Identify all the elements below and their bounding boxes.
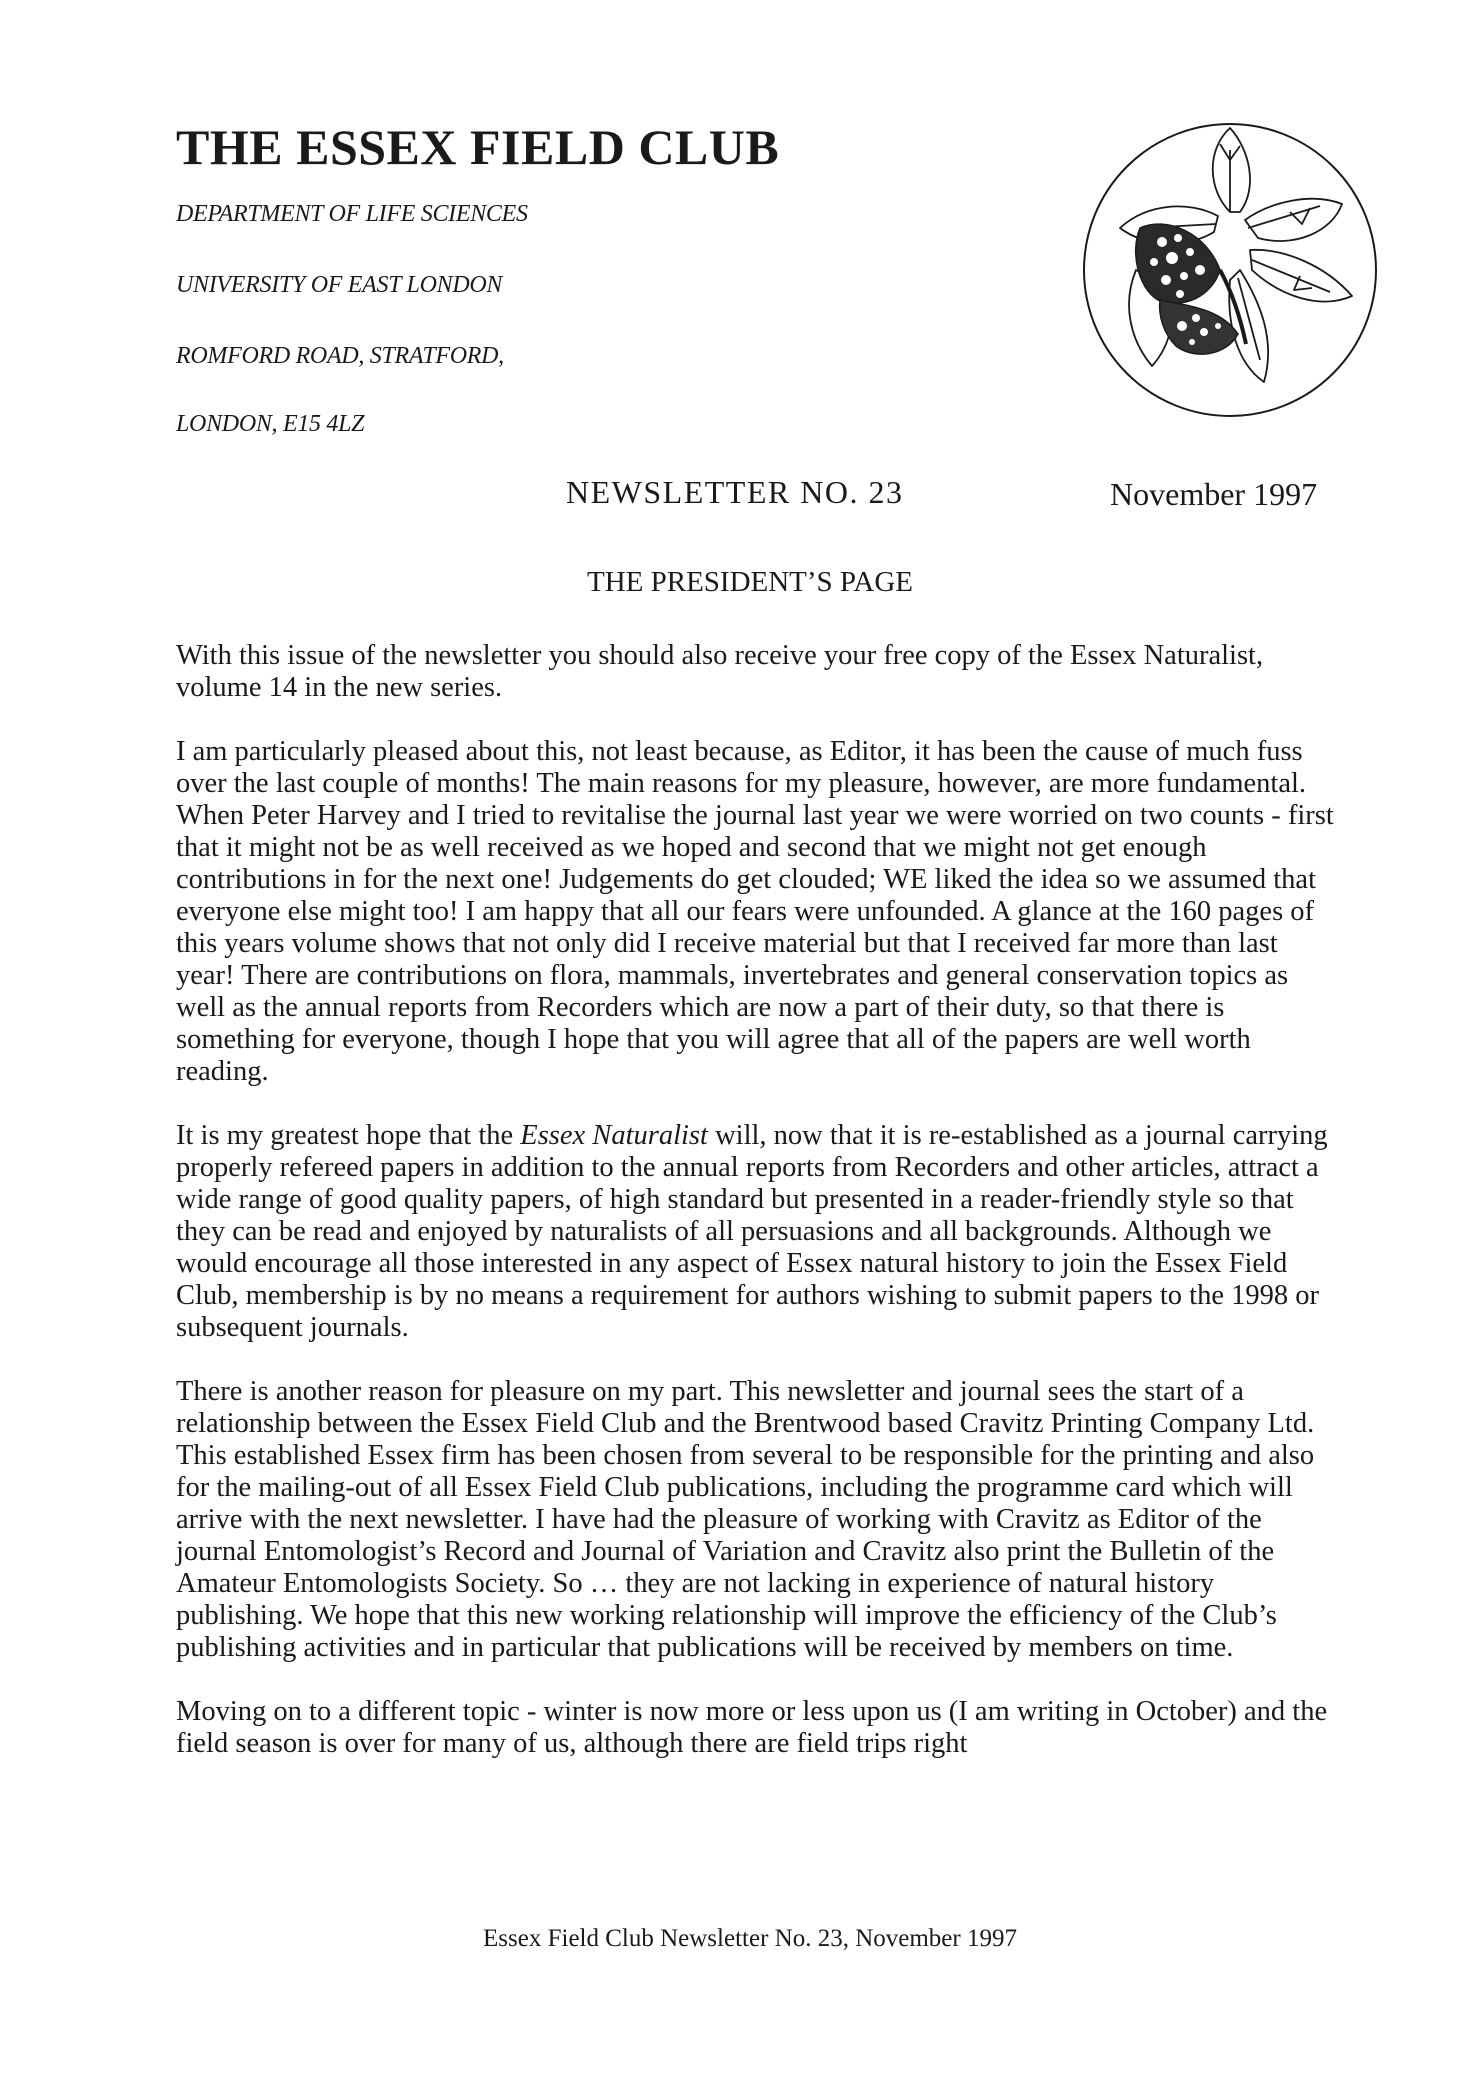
paragraph-3-lead: It is my greatest hope that the	[176, 1120, 521, 1151]
page-footer: Essex Field Club Newsletter No. 23, November 1997	[483, 1925, 1017, 1952]
club-title: THE ESSEX FIELD CLUB	[176, 119, 780, 175]
butterfly-on-leaf-icon	[1080, 120, 1380, 420]
article-body	[176, 640, 1336, 1792]
address-line-postcode: LONDON, E15 4LZ	[176, 411, 365, 437]
paragraph-3-rest: will, now that it is re-established as a journal carrying properly refereed papers in addition to the annual reports from Recorders and other articles, attract a wide range of good quality papers, of high standard but presented in a reader-friendly style so that they can be read and enjoyed by naturalists of all persuasions and all backgrounds. Although we would encourage all those interested in any aspect of Essex natural history to join the Essex Field Club, membership is by no means a requirement for authors wishing to submit papers to the 1998 or subsequent journals.	[176, 1120, 1328, 1343]
paragraph-4: There is another reason for pleasure on my part. This newsletter and journal sees the start of a relationship between the Essex Field Club and the Brentwood based Cravitz Printing Company Ltd. This established Essex firm has been chosen from several to be responsible for the printing and also for the mailing-out of all Essex Field Club publications, including the programme card which will arrive with the next newsletter. I have had the pleasure of working with Cravitz as Editor of the journal Entomologist’s Record and Journal of Variation and Cravitz also print the Bulletin of the Amateur Entomologists Society. So … they are not lacking in experience of natural history publishing. We hope that this new working relationship will improve the efficiency of the Club’s publishing activities and in particular that publications will be received by members on time.	[176, 1376, 1315, 1663]
address-line-road: ROMFORD ROAD, STRATFORD,	[176, 343, 504, 369]
newsletter-number: NEWSLETTER NO. 23	[566, 474, 904, 510]
journal-title-italic: Essex Naturalist	[520, 1120, 708, 1151]
paragraph-5: Moving on to a different topic - winter is now more or less upon us (I am writing in October) and the field season is over for many of us, although there are field trips right	[176, 1696, 1328, 1759]
section-heading: THE PRESIDENT’S PAGE	[586, 566, 913, 598]
newsletter-date: November 1997	[1110, 476, 1318, 512]
address-line-department: DEPARTMENT OF LIFE SCIENCES	[176, 201, 528, 227]
paragraph-3	[176, 1120, 1336, 1344]
paragraph-2: I am particularly pleased about this, not least because, as Editor, it has been the cause of much fuss over the last couple of months! The main reasons for my pleasure, however, are more fundamental. When Peter Harvey and I tried to revitalise the journal last year we were worried on two counts - first that it might not be as well received as we hoped and second that we might not get enough contributions in for the next one! Judgements do get clouded; WE liked the idea so we assumed that everyone else might too! I am happy that all our fears were unfounded. A glance at the 160 pages of this years volume shows that not only did I receive material but that I received far more than last year! There are contributions on flora, mammals, invertebrates and general conservation topics as well as the annual reports from Recorders which are now a part of their duty, so that there is something for everyone, though I hope that you will agree that all of the papers are well worth reading.	[176, 736, 1334, 1087]
address-line-university: UNIVERSITY OF EAST LONDON	[176, 272, 503, 298]
paragraph-1: With this issue of the newsletter you should also receive your free copy of the Essex Naturalist, volume 14 in the new series.	[176, 640, 1264, 703]
